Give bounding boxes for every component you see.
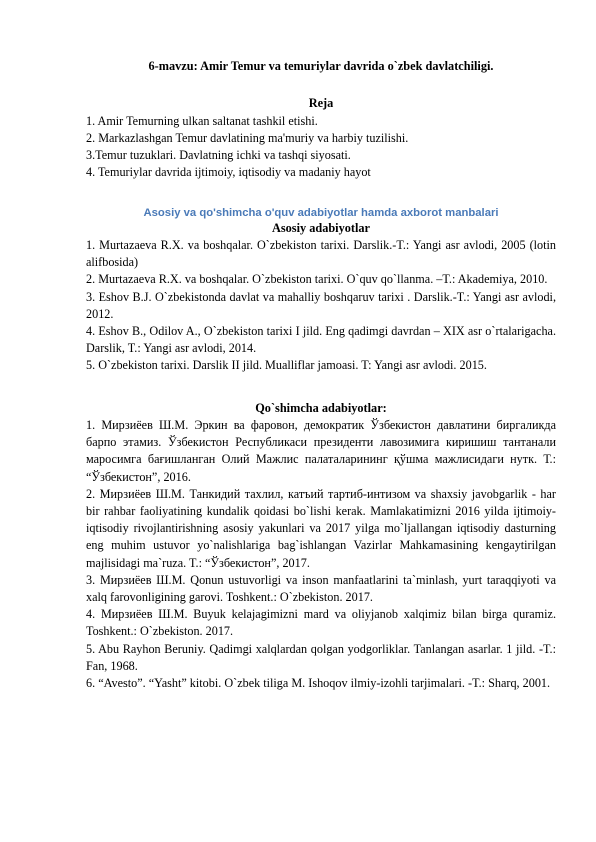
reference-item: 6. “Avesto”. “Yasht” kitobi. O`zbek tiliga M. Ishoqov ilmiy-izohli tarjimalari. -T.: Sharq, 2001.: [86, 676, 551, 691]
reference-item: 1. Murtazaeva R.X. va boshqalar. O`zbekiston tarixi. Darslik.-T.: Yangi asr avlodi, 2005 (lotin alifbosida): [86, 238, 556, 270]
reference-item: 2. Murtazaeva R.X. va boshqalar. O`zbekiston tarixi. O`quv qo`llanma. –T.: Akademiya, 2010.: [86, 272, 548, 287]
plan-heading: Reja: [308, 96, 334, 110]
reference-item: 4. Мирзиёев Ш.М. Buyuk kelajagimizni mard va oliyjanob xalqimiz bilan birga quramiz. Toshkent.: O`zbekiston. 2017.: [86, 607, 556, 639]
extra-literature-list: [86, 417, 556, 692]
plan-item: 3.Temur tuzuklari. Davlatning ichki va tashqi siyosati.: [86, 148, 351, 162]
document-title: 6-mavzu: Amir Temur va temuriylar davrida o`zbek davlatchiligi.: [148, 59, 494, 73]
main-literature-heading: Asosiy adabiyotlar: [271, 221, 371, 235]
reference-item: 2. Мирзиёев Ш.М. Танкидий тахлил, катъий тартиб-интизом va shaxsiy javobgarlik - har bir rahbar faoliyatining kundalik qoidasi bo`lishi kerak. Mamlakatimizni 2016 yilda ijtimoiy-iqtisodiy rivojlantirishning asosiy yakunlari va 2017 yilga mo`ljallangan iqtisodiy dasturning eng muhim ustuvor yo`nalishlariga bag`ishlangan Vazirlar Mahkamasining kengaytirilgan majlisidagi ma`ruza. T.: “Ўзбекистон”, 2017.: [86, 486, 556, 570]
reference-item: 4. Eshov B., Odilov A., O`zbekiston tarixi I jild. Eng qadimgi davrdan – XIX asr o`rtalarigacha. Darslik, T.: Yangi asr avlodi, 2014.: [86, 324, 556, 356]
literature-section-heading: Asosiy va qo'shimcha o'quv adabiyotlar hamda axborot manbalari: [143, 207, 499, 219]
reference-item: 5. Abu Rayhon Beruniy. Qadimgi xalqlardan qolgan yodgorliklar. Tanlangan asarlar. 1 jild. -T.: Fan, 1968.: [86, 641, 556, 673]
reference-item: 3. Мирзиёев Ш.М. Qonun ustuvorligi va inson manfaatlarini ta`minlash, yurt taraqqiyoti va xalq farovonligining garovi. Toshkent.: O`zbekiston. 2017.: [86, 572, 556, 605]
plan-item: 1. Amir Temurning ulkan saltanat tashkil etishi.: [86, 114, 318, 128]
plan-item: 2. Markazlashgan Temur davlatining ma'muriy va harbiy tuzilishi.: [86, 131, 409, 145]
main-literature-list: [86, 237, 556, 375]
plan-item: 4. Temuriylar davrida ijtimoiy, iqtisodiy va madaniy hayot: [86, 165, 371, 179]
plan-list: [86, 113, 556, 181]
reference-item: 3. Eshov B.J. O`zbekistonda davlat va mahalliy boshqaruv tarixi . Darslik.-T.: Yangi asr avlodi, 2012.: [86, 289, 556, 321]
reference-item: 1. Мирзиёев Ш.М. Эркин ва фаровон, демократик Ўзбекистон давлатини биргаликда барпо этамиз. Ўзбекистон Республикаси президенти лавозимига киришиш тантанали маросимга бағишланган Олий Мажлис палаталарининг қўшма мажлисидаги нутк. Т.: “Ўзбекистон”, 2016.: [86, 418, 556, 484]
extra-literature-heading: Qo`shimcha adabiyotlar:: [255, 401, 387, 415]
reference-item: 5. O`zbekiston tarixi. Darslik II jild. Mualliflar jamoasi. T: Yangi asr avlodi. 2015.: [86, 358, 487, 373]
